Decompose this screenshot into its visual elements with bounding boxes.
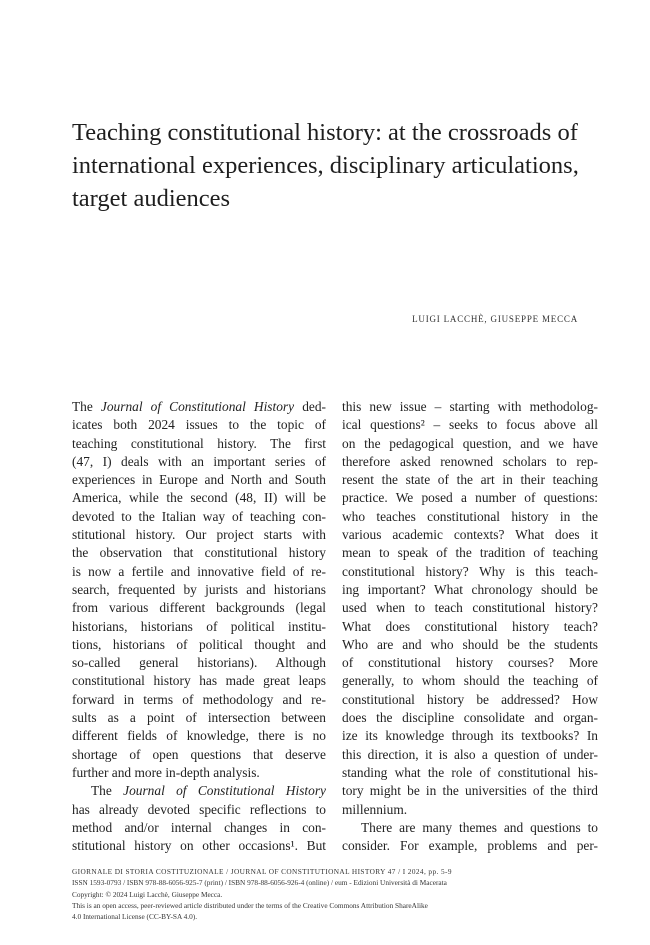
text-line: shortage of open questions that deserve [72,746,326,762]
text-line: constitutional history be addressed? How [342,691,598,707]
text-line: used when to teach constitutional history? [342,600,598,616]
text-line: generally, to whom should the teaching of [342,673,598,689]
text-line: does the discipline consolidate and organ- [342,710,598,726]
license-line: This is an open access, peer-reviewed article distributed under the terms of the Creative Commons Attribution ShareAlike [72,900,428,910]
text-line: stitutional history on other occasions¹. But [72,838,326,854]
text-line: experiences in Europe and North and South [72,472,326,488]
text-line: this new issue – starting with methodolog- [342,399,598,414]
text-line: method and/or internal changes in con- [72,819,326,835]
text-line: practice. We posed a number of questions: [342,490,598,506]
text-line: consider. For example, problems and per- [342,838,598,854]
text-line: What does constitutional history teach? [342,618,598,634]
text-line: has already devoted specific reflections to [72,801,326,817]
text-line: icates both 2024 issues to the topic of [72,417,326,433]
page-footer [72,866,612,922]
article-authors: LUIGI LACCHÈ, GIUSEPPE MECCA [412,314,578,324]
text-line: mean to speak of the tradition of teaching [342,545,598,561]
journal-name: Journal of Constitutional History [100,399,295,414]
issn-line: ISSN 1593-0793 / ISBN 978-88-6056-925-7 (print) / ISBN 978-88-6056-926-4 (online) / eum - Edizioni Università di Macerata [72,878,447,888]
text-line: historians, historians of political institu- [72,618,326,634]
text-line: stitutional history. Our project starts with [72,527,326,543]
text-line: search, frequented by jurists and historians [72,581,326,597]
text-line: tory might be in the universities of the third [342,783,598,799]
copyright-line: Copyright: © 2024 Luigi Lacchè, Giuseppe Mecca. [72,889,223,899]
text-line: (47, I) deals with an important series of [72,453,326,469]
text-line: sults as a point of intersection between [72,710,326,726]
text-line: resent the state of the art in their teaching [342,472,598,488]
text-line: of constitutional history courses? More [342,655,598,671]
text-line: therefore asked renowned scholars to rep- [342,453,598,469]
text-line: tions, historians of political thought and [72,636,326,652]
text-line: is now a fertile and innovative field of re- [72,563,326,579]
text-line: different fields of knowledge, there is no [72,728,326,744]
license-line: 4.0 International License (CC-BY-SA 4.0). [72,912,198,922]
text-line: this direction, it is also a question of under- [342,746,598,762]
right-column [342,398,598,855]
article-title: Teaching constitutional history: at the crossroads of international experiences, disciplinary articulations, target audiences [72,119,579,212]
text-line: The Journal of Constitutional History ded- [72,399,326,414]
text-line: ical questions² – seeks to focus above all [342,417,598,433]
text-line: various academic contexts? What does it [342,527,598,543]
text-line: ize its knowledge through its textbooks? In [342,728,598,744]
text-line: Who are and who should be the students [342,636,598,652]
text-line: millennium. [342,801,408,817]
text-line: The Journal of Constitutional History [91,783,326,799]
text-line: the observation that constitutional history [72,545,326,561]
text-line: who teaches constitutional history in the [342,508,598,524]
text-line: There are many themes and questions to [361,819,598,835]
journal-name: Journal of Constitutional History [123,783,326,799]
text-line: so-called general historians). Although [72,655,326,671]
text-line: teaching constitutional history. The first [72,435,326,451]
text-line: from various different backgrounds (legal [72,600,326,616]
text-line: ing important? What chronology should be [342,581,598,597]
text-line: constitutional history has made great leaps [72,673,326,689]
journal-citation: GIORNALE DI STORIA COSTITUZIONALE / JOURNAL OF CONSTITUTIONAL HISTORY 47 / I 2024, pp. 5-9 [72,867,452,876]
left-column [72,398,326,855]
text-line: standing what the role of constitutional his- [342,764,598,780]
text-line: on the pedagogical question, and we have [342,435,598,451]
text-line: devoted to the Italian way of teaching con- [72,508,326,524]
text-line: constitutional history? Why is this teach- [342,563,598,579]
text-line: further and more in-depth analysis. [72,764,260,780]
text-line: forward in terms of methodology and re- [72,691,326,707]
text-line: America, while the second (48, II) will be [72,490,326,506]
